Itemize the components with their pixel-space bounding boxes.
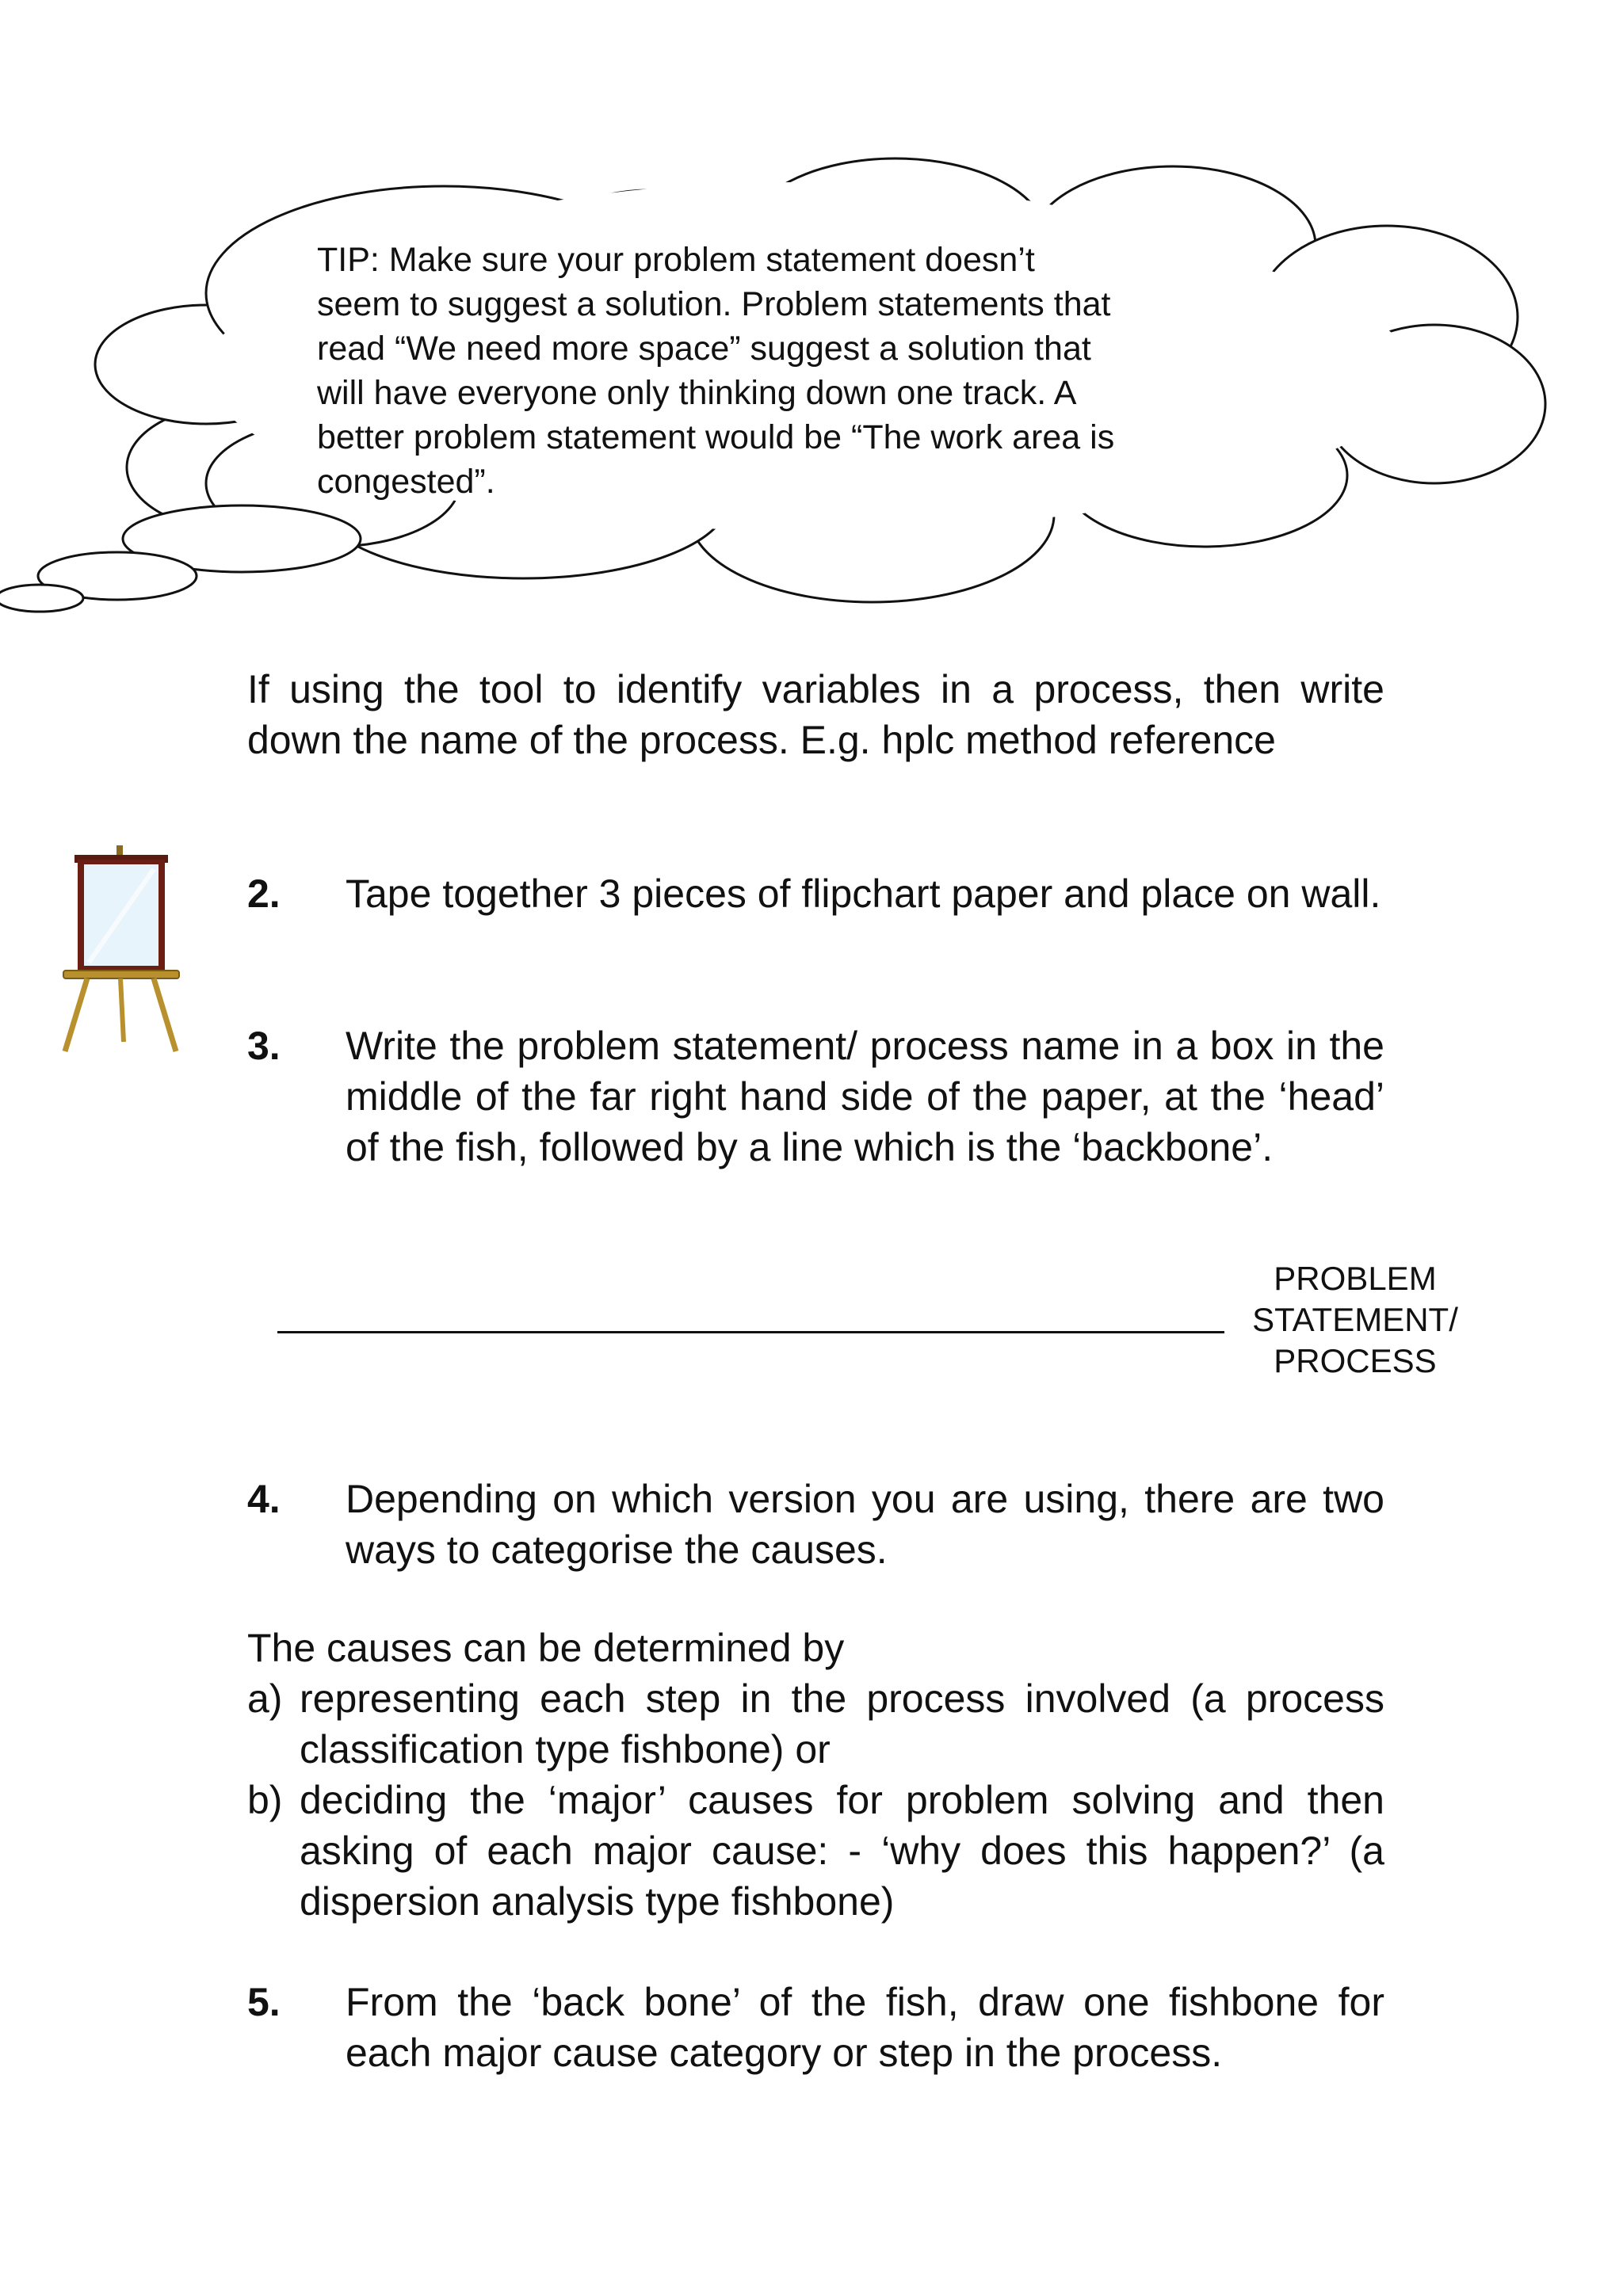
tip-text bbox=[317, 238, 1252, 504]
cause-item-a bbox=[247, 1673, 1384, 1775]
tip-line: read “We need more space” suggest a solution that bbox=[317, 330, 1091, 368]
head-label-line: STATEMENT/ bbox=[1252, 1301, 1458, 1338]
step-number: 4. bbox=[247, 1477, 281, 1521]
fish-backbone-line bbox=[277, 1331, 1224, 1333]
step-number: 5. bbox=[247, 1980, 281, 2024]
cause-item-b bbox=[247, 1775, 1384, 1927]
tip-line: will have everyone only thinking down one track. A bbox=[317, 374, 1077, 412]
cause-text: representing each step in the process involved (a process classification type fishbone) or bbox=[300, 1676, 1384, 1772]
step-text: Write the problem statement/ process name in a box in the middle of the far right hand side of the paper, at the ‘head’ of the fish, followed by a line which is the ‘backbone’. bbox=[346, 1024, 1384, 1169]
tip-line: seem to suggest a solution. Problem statements that bbox=[317, 285, 1111, 323]
head-label-line: PROBLEM bbox=[1274, 1260, 1437, 1297]
step-text: From the ‘back bone’ of the fish, draw one fishbone for each major cause category or step in the process. bbox=[346, 1980, 1384, 2075]
step-text: Depending on which version you are using, there are two ways to categorise the causes. bbox=[346, 1477, 1384, 1572]
step-number: 2. bbox=[247, 871, 281, 916]
intro-paragraph: If using the tool to identify variables in a process, then write down the name of the process. E.g. hplc method reference bbox=[247, 667, 1384, 762]
tip-line: TIP: Make sure your problem statement doesn’t bbox=[317, 241, 1035, 279]
cause-text: deciding the ‘major’ causes for problem solving and then asking of each major cause: - ‘why does this happen?’ (a dispersion analysis type fishbone) bbox=[300, 1778, 1384, 1924]
flipchart-easel-icon bbox=[57, 844, 184, 1058]
step-text: Tape together 3 pieces of flipchart paper and place on wall. bbox=[346, 871, 1381, 916]
cause-label: b) bbox=[247, 1778, 283, 1822]
fish-head-label bbox=[1236, 1258, 1474, 1382]
step-number: 3. bbox=[247, 1024, 281, 1068]
causes-section bbox=[247, 1623, 1384, 1927]
cause-label: a) bbox=[247, 1676, 283, 1721]
tip-line: congested”. bbox=[317, 463, 495, 501]
tip-line: better problem statement would be “The work area is bbox=[317, 418, 1115, 456]
head-label-line: PROCESS bbox=[1274, 1342, 1437, 1379]
causes-intro: The causes can be determined by bbox=[247, 1626, 845, 1670]
